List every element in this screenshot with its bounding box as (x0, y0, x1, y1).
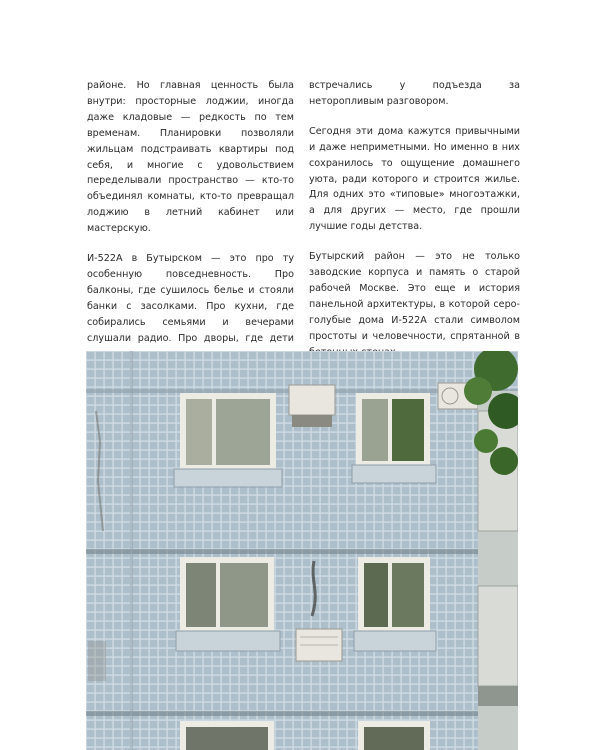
window (354, 557, 436, 651)
paragraph: И-522А в Бутырском — это про ту особенную повседневность. Про балконы, где сушилось белье и стояли банки с засолками. Про кухни, где собирались семьями и вечерами слушали радио. Про дворы, где дети (87, 253, 294, 344)
paragraph: Сегодня эти дома кажутся привычными и даже неприметными. Но именно в них сохранилось то ощущение домашнего уюта, ради которого и строится жилье. Для одних это «типовые» многоэтажки, а для других — место, где прошли лучшие годы детства. (309, 125, 520, 233)
window (174, 393, 282, 487)
paragraph: встречались у подъезда за неторопливым разговором. (309, 80, 520, 107)
left-text-column (87, 78, 294, 392)
building-facade-photo (86, 351, 518, 750)
window (176, 557, 280, 651)
paragraph: районе. Но главная ценность была внутри: просторные лоджии, иногда даже кладовые — редкость по тем временам. Планировки позволяли жильцам подстраивать квартиры под себя, и многие с удовольствием переделывали пространство — кто-то объединял комнаты, кто-то превращал лоджию в летний кабинет или мастерскую. (87, 80, 294, 235)
paragraph: Бутырский район — это не только заводские корпуса и память о старой рабочей Москве. Это еще и история панельной архитектуры, в которой серо-голубые дома И-522А стали символом простоты и человечности, спрятанной в (309, 251, 520, 342)
air-conditioner (296, 629, 342, 661)
window (352, 393, 436, 483)
right-text-column (309, 78, 520, 375)
air-conditioner (289, 385, 335, 427)
